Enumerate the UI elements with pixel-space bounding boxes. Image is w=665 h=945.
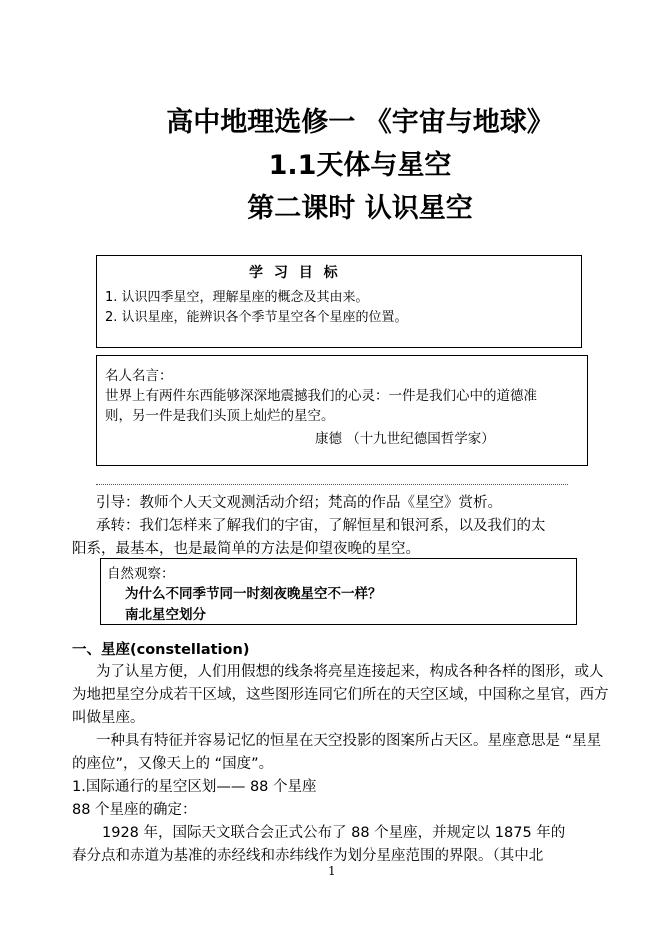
observation-label: 自然观察： <box>107 566 175 582</box>
body-text-line: 叫做星座。 <box>72 710 145 726</box>
quote-text-line: 世界上有两件东西能够深深地震撼我们的心灵：一件是我们心中的道德准 <box>105 388 537 404</box>
quote-text-line: 则，另一件是我们头顶上灿烂的星空。 <box>105 408 335 424</box>
body-text-line: 为地把星空分成若干区域，这些图形连同它们所在的天空区域，中国称之星官，西方 <box>72 687 609 703</box>
intro-lead: 引导：教师个人天文观测活动介绍；梵高的作品《星空》赏析。 <box>96 495 502 511</box>
observation-topic: 南北星空划分 <box>125 607 206 623</box>
body-text-line: 春分点和赤道为基准的赤经线和赤纬线作为划分星座范围的界限。（其中北 <box>72 848 544 864</box>
quote-label: 名人名言： <box>105 368 173 384</box>
body-text-line: 为了认星方便，人们用假想的线条将亮星连接起来，构成各种各样的图形，或人 <box>96 664 604 680</box>
famous-quote-box <box>96 355 588 466</box>
learning-goal-item: 2. 认识星座，能辨识各个季节星空各个星座的位置。 <box>105 310 408 325</box>
section-heading: 一、星座(constellation) <box>72 642 250 658</box>
body-text-line: 的座位”，又像天上的 “国度”。 <box>72 756 274 772</box>
body-text-line: 一种具有特征并容易记忆的恒星在天空投影的图案所占天区。星座意思是 “星星 <box>96 733 602 749</box>
document-subtitle: 1.1天体与星空 <box>268 150 452 181</box>
learning-goals-heading: 学 习 目 标 <box>249 265 341 281</box>
dotted-divider <box>96 484 568 485</box>
body-text-line: 1928 年，国际天文联合会正式公布了 88 个星座，并规定以 1875 年的 <box>102 825 566 841</box>
page-number: 1 <box>328 864 336 878</box>
learning-goals-box <box>96 255 582 348</box>
observation-question: 为什么不同季节同一时刻夜晚星空不一样？ <box>125 586 382 602</box>
learning-goal-item: 1. 认识四季星空，理解星座的概念及其由来。 <box>105 290 369 305</box>
subsection-heading: 1.国际通行的星空区划—— 88 个星座 <box>72 779 317 795</box>
quote-attribution: 康德 （十九世纪德国哲学家） <box>315 431 495 447</box>
document-title: 高中地理选修一 《宇宙与地球》 <box>166 107 554 138</box>
observation-box <box>100 558 577 625</box>
lesson-title: 第二课时 认识星空 <box>247 193 473 224</box>
intro-transition-line: 承转：我们怎样来了解我们的宇宙，了解恒星和银河系，以及我们的太 <box>96 518 546 534</box>
intro-transition-line: 阳系，最基本，也是最简单的方法是仰望夜晚的星空。 <box>72 541 420 557</box>
subsection-heading: 88 个星座的确定： <box>72 802 197 818</box>
